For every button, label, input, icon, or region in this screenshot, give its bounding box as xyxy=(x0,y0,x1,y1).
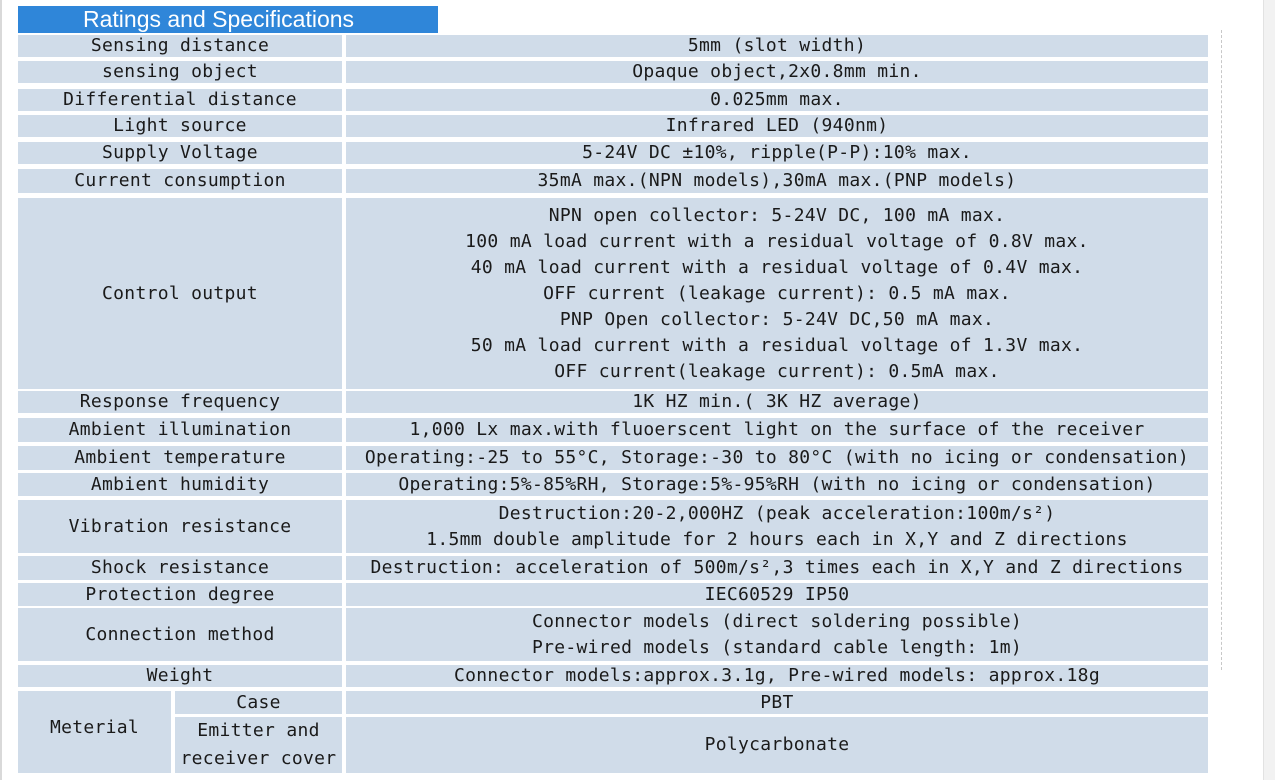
value-material-case: PBT xyxy=(346,691,1208,714)
label-connection-method: Connection method xyxy=(18,608,342,661)
value-shock-resistance: Destruction: acceleration of 500m/s²,3 times each in X,Y and Z directions xyxy=(346,556,1208,580)
cover-label-line: receiver cover xyxy=(180,748,337,769)
cover-label-line: Emitter and xyxy=(197,720,320,741)
label-differential-distance: Differential distance xyxy=(18,89,342,111)
label-ambient-illumination: Ambient illumination xyxy=(18,418,342,442)
control-output-line: NPN open collector: 5-24V DC, 100 mA max. xyxy=(548,204,1006,226)
connection-line: Connector models (direct soldering possible) xyxy=(531,610,1023,632)
value-ambient-illumination: 1,000 Lx max.with fluoerscent light on the surface of the receiver xyxy=(346,418,1208,442)
section-title: Ratings and Specifications xyxy=(18,6,438,33)
label-shock-resistance: Shock resistance xyxy=(18,556,342,580)
value-protection-degree: IEC60529 IP50 xyxy=(346,583,1208,606)
label-ambient-temperature: Ambient temperature xyxy=(18,446,342,470)
control-output-line: PNP Open collector: 5-24V DC,50 mA max. xyxy=(559,308,995,330)
value-sensing-object: Opaque object,2x0.8mm min. xyxy=(346,61,1208,83)
value-sensing-distance: 5mm (slot width) xyxy=(346,35,1208,57)
control-output-line: OFF current(leakage current): 0.5mA max. xyxy=(554,360,1000,382)
label-sensing-object: sensing object xyxy=(18,61,342,83)
control-output-line: 40 mA load current with a residual voltage of 0.4V max. xyxy=(470,256,1084,278)
value-vibration-resistance xyxy=(346,500,1208,553)
label-material-case: Case xyxy=(175,691,342,714)
page-fold-guide xyxy=(1221,30,1222,670)
label-ambient-humidity: Ambient humidity xyxy=(18,473,342,496)
vibration-line: 1.5mm double amplitude for 2 hours each in X,Y and Z directions xyxy=(426,528,1128,550)
label-weight: Weight xyxy=(18,665,342,687)
vibration-line: Destruction:20-2,000HZ (peak acceleration:100m/s²) xyxy=(498,502,1056,524)
label-material: Meterial xyxy=(18,691,171,773)
value-ambient-humidity: Operating:5%-85%RH, Storage:5%-95%RH (with no icing or condensation) xyxy=(346,473,1208,496)
value-control-output xyxy=(346,198,1208,389)
value-weight: Connector models:approx.3.1g, Pre-wired models: approx.18g xyxy=(346,665,1208,687)
label-material-cover xyxy=(175,717,342,773)
label-protection-degree: Protection degree xyxy=(18,583,342,606)
page-right-margin xyxy=(1263,0,1275,780)
value-response-frequency: 1K HZ min.( 3K HZ average) xyxy=(346,391,1208,413)
control-output-line: OFF current (leakage current): 0.5 mA max. xyxy=(543,282,1011,304)
label-supply-voltage: Supply Voltage xyxy=(18,142,342,164)
value-differential-distance: 0.025mm max. xyxy=(346,89,1208,111)
specifications-table xyxy=(18,33,1208,775)
label-light-source: Light source xyxy=(18,115,342,137)
control-output-line: 50 mA load current with a residual voltage of 1.3V max. xyxy=(470,334,1084,356)
label-control-output: Control output xyxy=(18,198,342,389)
value-light-source: Infrared LED (940nm) xyxy=(346,115,1208,137)
value-connection-method xyxy=(346,608,1208,661)
value-supply-voltage: 5-24V DC ±10%, ripple(P-P):10% max. xyxy=(346,142,1208,164)
value-ambient-temperature: Operating:-25 to 55°C, Storage:-30 to 80°C (with no icing or condensation) xyxy=(346,446,1208,470)
label-current-consumption: Current consumption xyxy=(18,169,342,193)
value-material-cover: Polycarbonate xyxy=(346,717,1208,773)
label-sensing-distance: Sensing distance xyxy=(18,35,342,57)
connection-line: Pre-wired models (standard cable length: 1m) xyxy=(531,636,1023,658)
page-left-border xyxy=(0,0,2,780)
label-vibration-resistance: Vibration resistance xyxy=(18,500,342,553)
value-current-consumption: 35mA max.(NPN models),30mA max.(PNP models) xyxy=(346,169,1208,193)
label-response-frequency: Response frequency xyxy=(18,391,342,413)
control-output-line: 100 mA load current with a residual voltage of 0.8V max. xyxy=(465,230,1089,252)
